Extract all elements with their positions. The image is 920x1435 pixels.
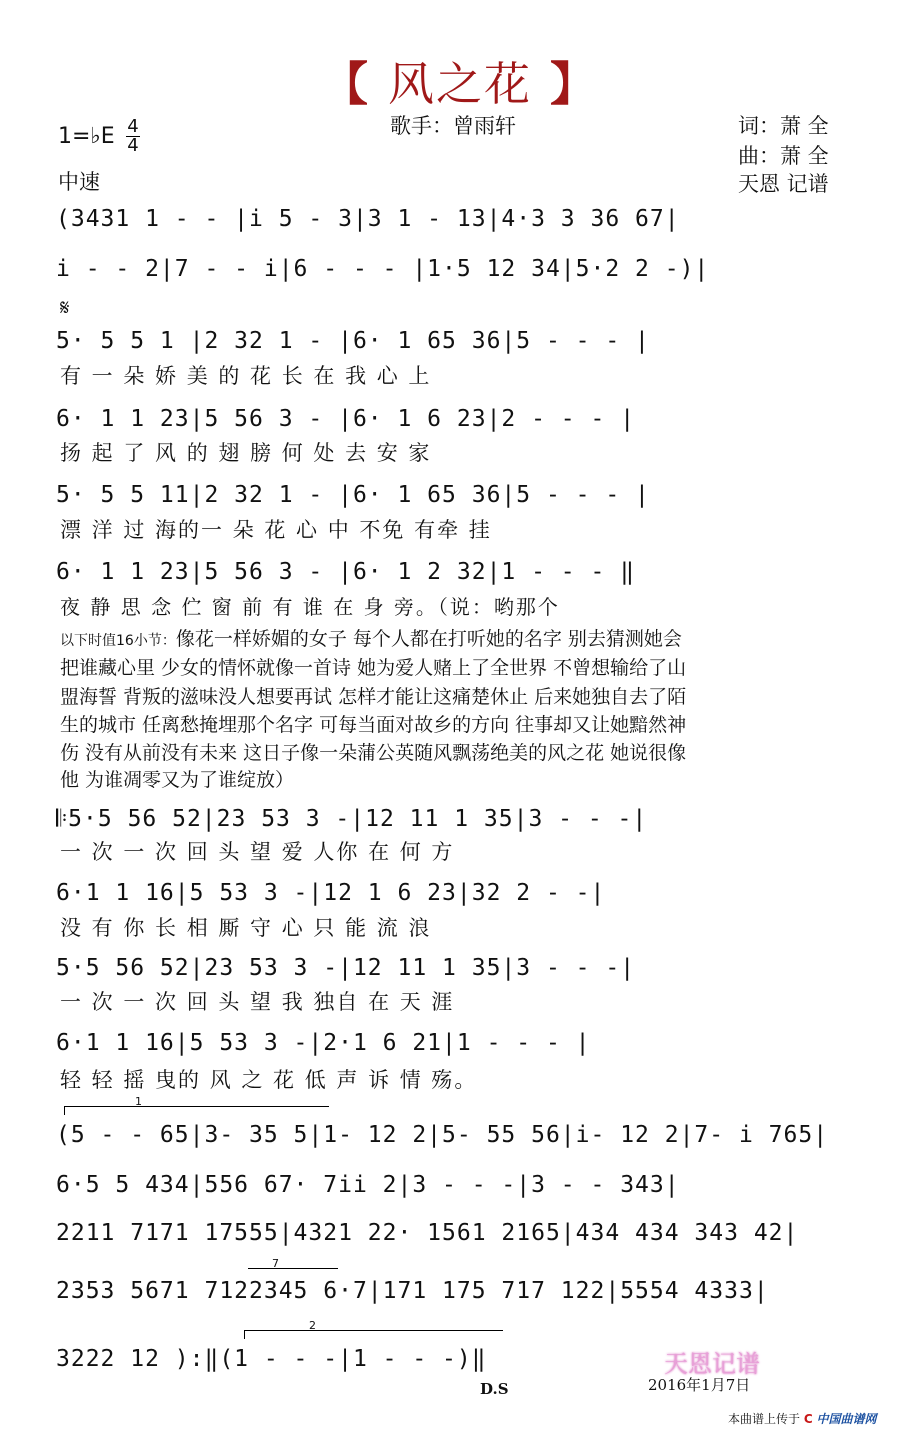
upload-footer [728,1410,877,1427]
spoken-line-2: 把谁藏心里 少女的情怀就像一首诗 她为爱人赌上了全世界 不曾想输给了山 [60,657,687,679]
title-text: 风之花 [388,57,532,111]
interlude-line-4: 2353 5671 7122345 6·7|171 175 717 122|5554 4333| [56,1278,769,1304]
dal-segno-mark: D.S [480,1380,509,1398]
title-close-bracket: 】 [550,57,598,111]
volta-mark-2: 2 [309,1319,316,1332]
spoken-text-1: 像花一样娇媚的女子 每个人都在打听她的名字 别去猜测她会 [175,628,682,650]
verse-notes-2: 6· 1 1 23|5 56 3 - |6· 1 6 23|2 - - - | [56,406,636,432]
verse-notes-1: 5· 5 5 1 |2 32 1 - |6· 1 65 36|5 - - - | [56,328,650,354]
spoken-line-1 [60,624,682,651]
key-signature [58,124,115,149]
title-open-bracket: 【 [322,57,370,111]
time-signature [126,118,140,155]
volta-mark-1: 1 [135,1095,142,1108]
interlude-line-5: 3222 12 ):‖(1 - - -|1 - - -)‖ [56,1346,487,1372]
intro-line-2: i - - 2|7 - - i|6 - - - |1·5 12 34|5·2 2 -)| [56,256,710,282]
spoken-line-3: 盟海誓 背叛的滋味没人想要再试 怎样才能让这痛楚休止 后来她独自去了陌 [60,686,687,708]
lyricist-label: 词：萧 全 [738,114,829,138]
key-text: 1=♭E [58,124,115,149]
time-bottom: 4 [127,135,139,156]
spoken-line-4: 生的城市 任离愁掩埋那个名字 可每当面对故乡的方向 往事却又让她黯然神 [60,714,687,736]
spoken-line-6: 他 为谁凋零又为了谁绽放） [60,769,295,791]
site-name-link[interactable]: 中国曲谱网 [816,1412,877,1426]
tuplet-bracket [248,1257,338,1277]
date-text: 2016年1月7日 [648,1376,751,1394]
verse-notes-4: 6· 1 1 23|5 56 3 - |6· 1 2 32|1 - - - ‖ [56,559,636,585]
verse-lyrics-2: 扬 起 了 风 的 翅 膀 何 处 去 安 家 [60,441,432,465]
interlude-line-1: (5 - - 65|3- 35 5|1- 12 2|5- 55 56|i- 12 2|7- i 765| [56,1122,829,1148]
chorus-notes-2: 6·1 1 16|5 53 3 -|12 1 6 23|32 2 - -| [56,880,606,906]
song-title [0,48,920,114]
chorus-notes-1: 𝄆5·5 56 52|23 53 3 -|12 11 1 35|3 - - -| [56,806,648,832]
transcriber-signature: 天恩记谱 [664,1350,760,1378]
chorus-notes-3: 5·5 56 52|23 53 3 -|12 11 1 35|3 - - -| [56,955,636,981]
upload-text: 本曲谱上传于 [728,1412,801,1426]
composer-label: 曲：萧 全 [738,144,829,168]
site-logo-icon: C [803,1412,813,1426]
verse-lyrics-1: 有 一 朵 娇 美 的 花 长 在 我 心 上 [60,364,432,388]
tempo-label: 中速 [58,170,100,194]
tuplet-mark: 7 [272,1257,279,1270]
verse-notes-3: 5· 5 5 11|2 32 1 - |6· 1 65 36|5 - - - | [56,482,650,508]
volta-bracket-1 [64,1095,329,1115]
chorus-lyrics-3: 一 次 一 次 回 头 望 我 独自 在 天 涯 [60,990,455,1014]
time-top: 4 [127,116,139,137]
spoken-line-5: 伤 没有从前没有未来 这日子像一朵蒲公英随风飘荡绝美的风之花 她说很像 [60,742,687,764]
chorus-notes-4: 6·1 1 16|5 53 3 -|2·1 6 21|1 - - - | [56,1030,591,1056]
chorus-lyrics-4: 轻 轻 摇 曳的 风 之 花 低 声 诉 情 殇。 [60,1068,478,1092]
chorus-lyrics-1: 一 次 一 次 回 头 望 爱 人你 在 何 方 [60,840,455,864]
verse-lyrics-3: 漂 洋 过 海的一 朵 花 心 中 不免 有牵 挂 [60,518,492,542]
intro-line-1: (3431 1 - - |i 5 - 3|3 1 - 13|4·3 3 36 67| [56,206,680,232]
interlude-line-2: 6·5 5 434|556 67· 7ii 2|3 - - -|3 - - 343| [56,1172,680,1198]
interlude-line-3: 2211 7171 17555|4321 22· 1561 2165|434 434 343 42| [56,1220,799,1246]
singer-label: 歌手：曾雨轩 [390,114,516,138]
transcriber-label: 天恩 记谱 [738,172,829,196]
spoken-label: 以下时值16小节： [60,633,176,649]
segno-sign: 𝄋 [60,296,70,321]
verse-lyrics-4: 夜 静 思 念 伫 窗 前 有 谁 在 身 旁。（说：哟那个 [60,595,560,619]
volta-bracket-2 [244,1319,503,1339]
chorus-lyrics-2: 没 有 你 长 相 厮 守 心 只 能 流 浪 [60,916,432,940]
